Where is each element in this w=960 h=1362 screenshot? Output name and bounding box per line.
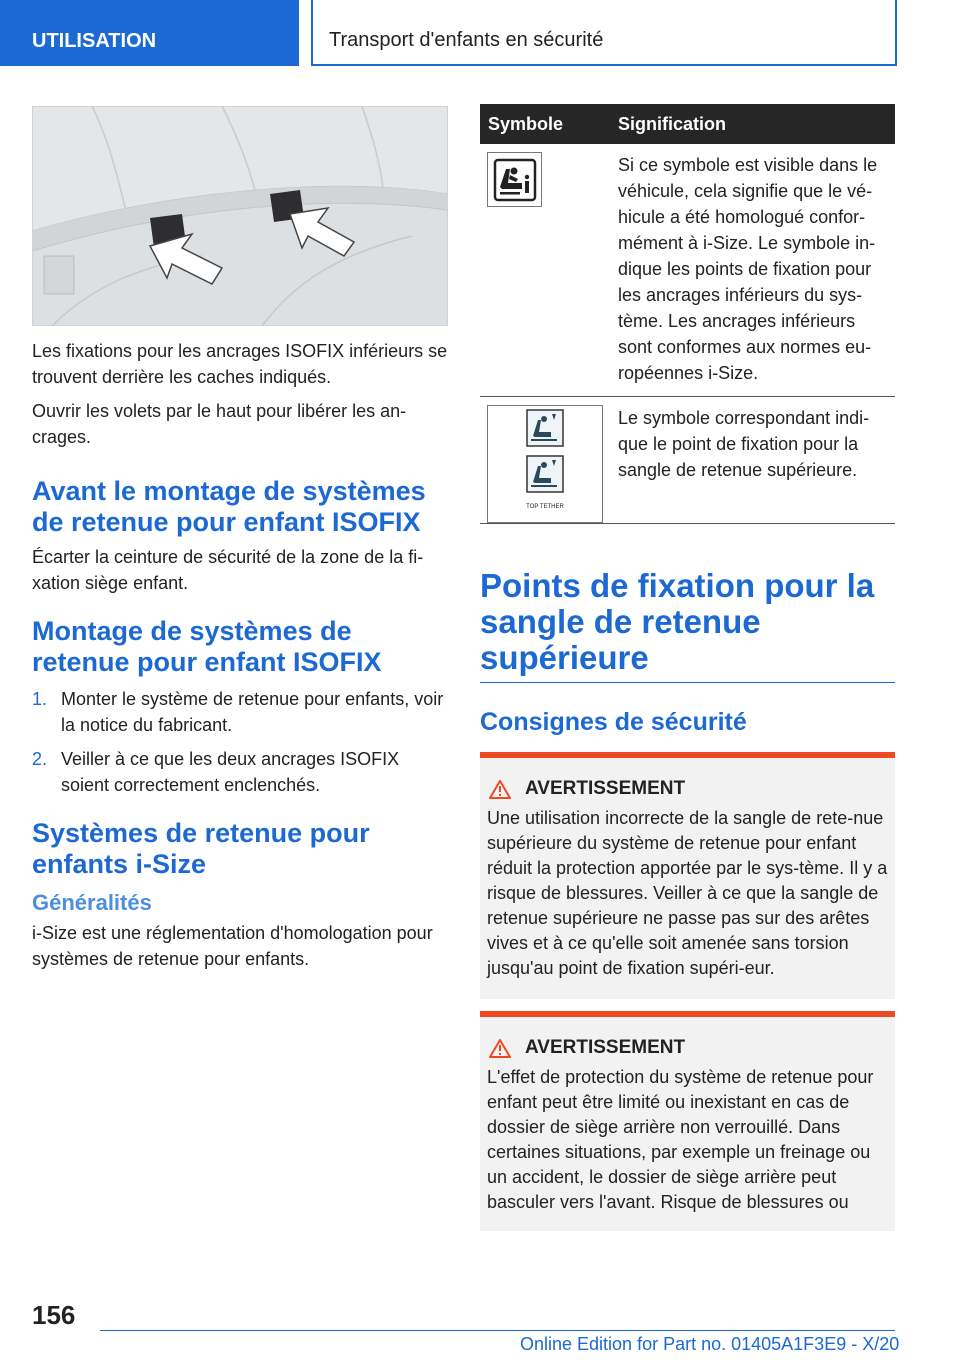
warning-box [480,1011,895,1231]
top-tether-label: TOP TETHER [526,504,564,510]
i-size-seat-icon [487,152,542,207]
heading-montage: Montage de systèmes de retenue pour enfant ISOFIX [32,616,382,677]
warning-triangle-icon [489,1039,511,1058]
section-label: UTILISATION [32,30,157,52]
section-title: Points de fixation pour la sangle de retenue supérieure [480,568,895,683]
heading-avant-montage: Avant le montage de systèmes de retenue pour enfant ISOFIX [32,476,426,537]
list-item [32,746,448,798]
right-column [480,104,895,1231]
isofix-seat-image [32,106,448,326]
step-text: Monter le système de retenue pour enfants, voir la notice du fabricant. [61,689,444,735]
table-row [480,144,895,397]
top-tether-icon [487,405,603,523]
warning-label: AVERTISSEMENT [525,778,686,799]
left-column [32,106,448,972]
subsection-title: Consignes de sécurité [480,708,747,736]
chapter-header [311,0,897,66]
paragraph-generalites: i-Size est une réglementation d'homologation pour systèmes de retenue pour enfants. [32,923,433,969]
warning-text: Une utilisation incorrecte de la sangle de rete-nue supérieure du système de retenue pour enfant réduit la protection apportée par le sys-tème. Il y a risque de blessures. Veiller à ce que la sangle de retenue supérieure ne passe pas sur des arêtes vives et à ce qu'elle soit amenée sans torsion jusqu'au point de fixation supéri-eur. [487,808,888,978]
heading-isize: Systèmes de retenue pour enfants i-Size [32,818,370,879]
column-header-meaning: Signification [609,104,895,144]
paragraph-avant: Écarter la ceinture de sécurité de la zone de la fi-xation siège enfant. [32,547,424,593]
column-header-symbol: Symbole [480,104,609,144]
caption-text: Les fixations pour les ancrages ISOFIX inférieurs se trouvent derrière les caches indiqués. [32,341,448,387]
heading-generalites: Généralités [32,890,152,915]
step-number: 2. [32,749,48,769]
footer-divider [100,1330,895,1331]
warning-label: AVERTISSEMENT [525,1037,686,1058]
section-tab [0,0,299,66]
symbol-table [480,104,895,524]
warning-text: L'effet de protection du système de retenue pour enfant peut être limité ou inexistant en cas de dossier de siège arrière non verrouillé. Dans certaines situations, par exemple un freinage ou un accident, le dossier de siège arrière peut basculer vers l'avant. Risque de blessures ou [487,1067,874,1212]
symbol-meaning: Si ce symbole est visible dans le véhicule, cela signifie que le vé-hicule a été homologué confor-mément à i-Size. Le symbole in-dique les points de fixation pour les ancrages inférieurs du sys-tème. Les ancrages inférieurs sont conformes aux normes eu-ropéennes i-Size. [609,144,895,397]
edition-text: Online Edition for Part no. 01405A1F3E9 - X/20 [520,1334,900,1354]
warning-box [480,752,895,999]
list-item [32,686,448,738]
caption-text: Ouvrir les volets par le haut pour libérer les an-crages. [32,401,407,447]
table-row [480,397,895,524]
step-number: 1. [32,689,48,709]
step-text: Veiller à ce que les deux ancrages ISOFIX soient correctement enclenchés. [61,749,400,795]
page-number: 156 [32,1300,76,1330]
symbol-meaning: Le symbole correspondant indi-que le point de fixation pour la sangle de retenue supérieure. [609,397,895,524]
chapter-title: Transport d'enfants en sécurité [329,29,604,51]
seat-illustration-icon [32,106,448,326]
warning-triangle-icon [489,780,511,799]
